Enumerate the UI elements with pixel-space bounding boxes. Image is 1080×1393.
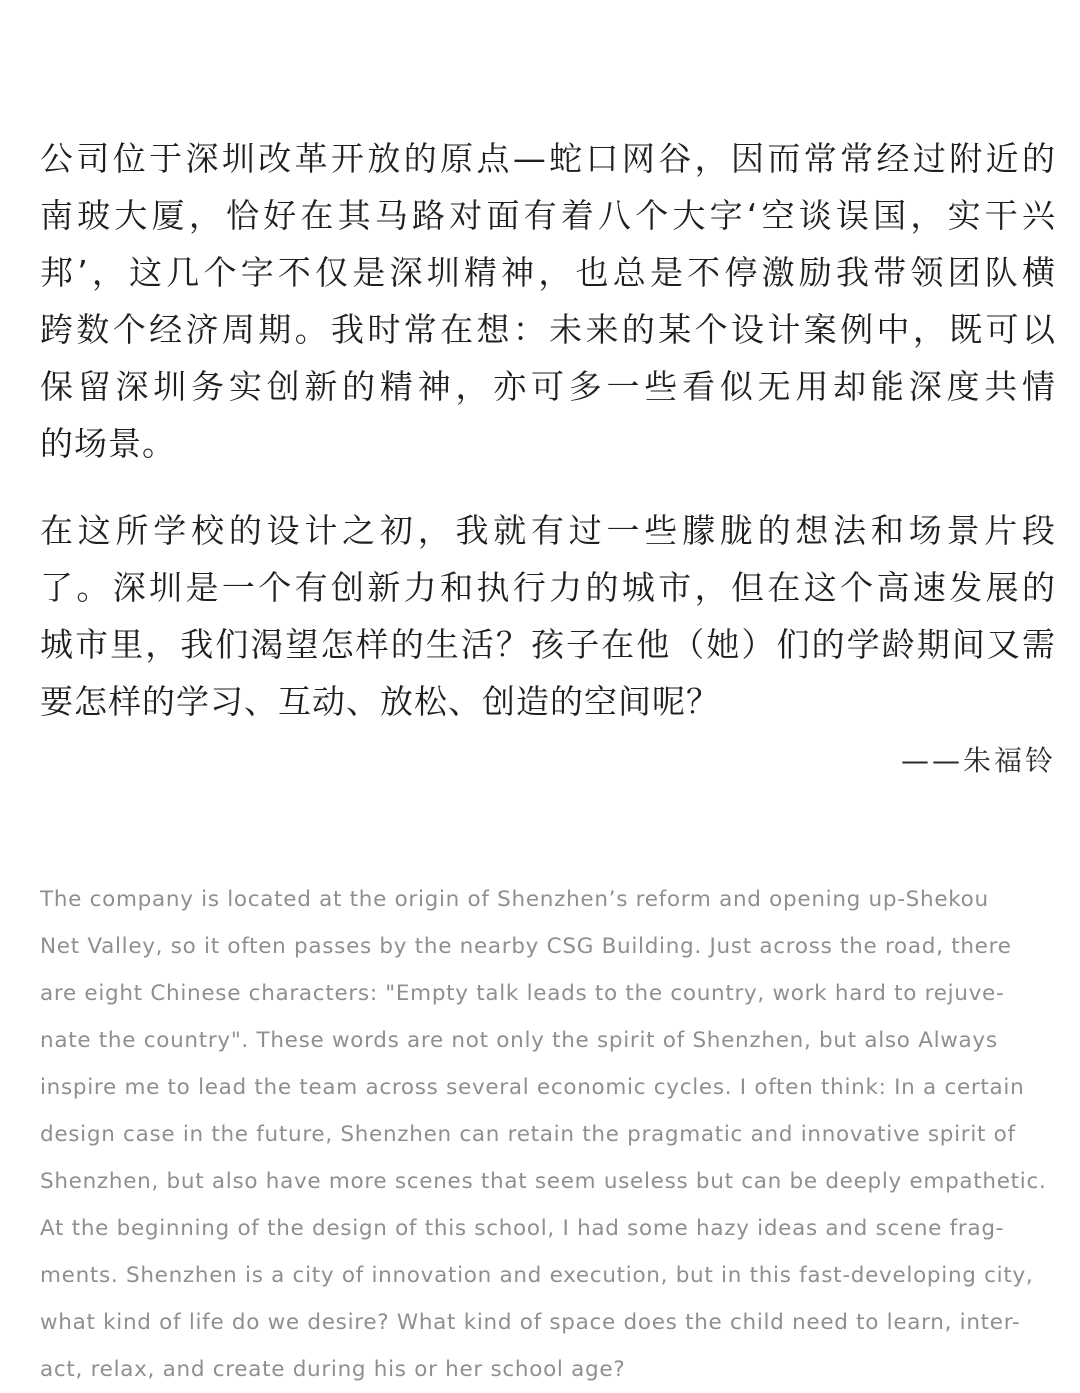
text-line: At the beginning of the design of this school, I had some hazy ideas and scene frag- bbox=[40, 1216, 1005, 1241]
text-line: 要怎样的学习、互动、放松、创造的空间呢？ bbox=[40, 682, 720, 721]
text-line: nate the country". These words are not only the spirit of Shenzhen, but also Always bbox=[40, 1028, 998, 1053]
text-line: 城市里，我们渴望怎样的生活？孩子在他（她）们的学龄期间又需 bbox=[40, 625, 1056, 664]
text-line: 邦’，这几个字不仅是深圳精神，也总是不停激励我带领团队横 bbox=[40, 253, 1056, 292]
chinese-paragraph-2 bbox=[40, 502, 1056, 730]
english-translation bbox=[40, 876, 1072, 1393]
chinese-paragraph-1 bbox=[40, 130, 1056, 472]
author-signature: ——朱福铃 bbox=[900, 744, 1056, 777]
text-line: Shenzhen, but also have more scenes that seem useless but can be deeply empathetic. bbox=[40, 1169, 1047, 1194]
text-line: inspire me to lead the team across several economic cycles. I often think: In a certain bbox=[40, 1075, 1025, 1100]
text-line: what kind of life do we desire? What kind of space does the child need to learn, inter- bbox=[40, 1310, 1021, 1335]
text-line: are eight Chinese characters: "Empty talk leads to the country, work hard to rejuve- bbox=[40, 981, 1005, 1006]
text-line: design case in the future, Shenzhen can retain the pragmatic and innovative spirit of bbox=[40, 1122, 1016, 1147]
text-line: 跨数个经济周期。我时常在想：未来的某个设计案例中，既可以 bbox=[40, 310, 1056, 349]
text-line: 保留深圳务实创新的精神，亦可多一些看似无用却能深度共情 bbox=[40, 367, 1056, 406]
text-line: 了。深圳是一个有创新力和执行力的城市，但在这个高速发展的 bbox=[40, 568, 1056, 607]
text-line: 公司位于深圳改革开放的原点—蛇口网谷，因而常常经过附近的 bbox=[40, 139, 1056, 178]
text-line: 南玻大厦，恰好在其马路对面有着八个大字‘空谈误国，实干兴 bbox=[40, 196, 1056, 235]
text-line: 在这所学校的设计之初，我就有过一些朦胧的想法和场景片段 bbox=[40, 511, 1056, 550]
text-line: The company is located at the origin of Shenzhen’s reform and opening up-Shekou bbox=[40, 887, 989, 912]
text-line: Net Valley, so it often passes by the nearby CSG Building. Just across the road, there bbox=[40, 934, 1012, 959]
text-line: ments. Shenzhen is a city of innovation and execution, but in this fast-developing city, bbox=[40, 1263, 1034, 1288]
text-line: act, relax, and create during his or her school age? bbox=[40, 1357, 626, 1382]
text-line: 的场景。 bbox=[40, 424, 176, 463]
